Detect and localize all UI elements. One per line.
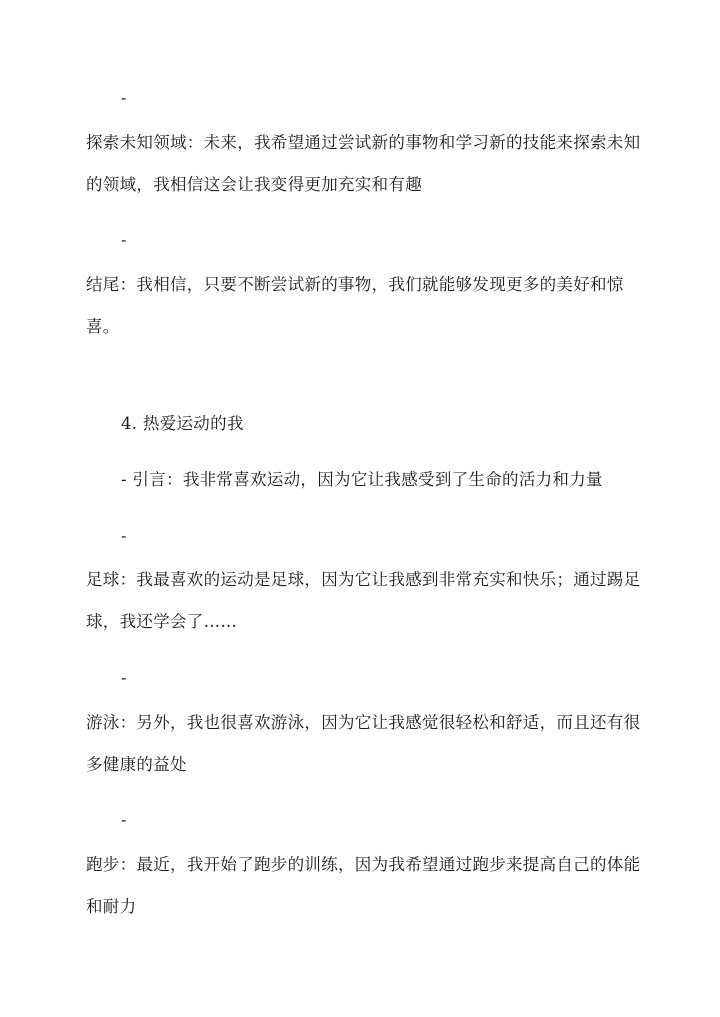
list-dash: -: [121, 230, 127, 249]
paragraph-football: 足球：我最喜欢的运动是足球，因为它让我感到非常充实和快乐；通过踢足球，我还学会了……: [86, 570, 641, 631]
intro-line: - 引言：我非常喜欢运动，因为它让我感受到了生命的活力和力量: [121, 470, 603, 489]
section-heading: 4. 热爱运动的我: [121, 414, 244, 433]
paragraph-conclusion: 结尾：我相信，只要不断尝试新的事物，我们就能够发现更多的美好和惊喜。: [86, 275, 624, 336]
list-dash: -: [121, 810, 127, 829]
paragraph-swimming: 游泳：另外，我也很喜欢游泳，因为它让我感觉很轻松和舒适，而且还有很多健康的益处: [86, 713, 641, 774]
list-dash: -: [121, 88, 127, 107]
paragraph-explore-unknown: 探索未知领域：未来，我希望通过尝试新的事物和学习新的技能来探索未知的领域，我相信这会让我变得更加充实和有趣: [86, 133, 641, 194]
paragraph-running: 跑步：最近，我开始了跑步的训练，因为我希望通过跑步来提高自己的体能和耐力: [86, 855, 641, 916]
list-dash: -: [121, 668, 127, 687]
list-dash: -: [121, 526, 127, 545]
